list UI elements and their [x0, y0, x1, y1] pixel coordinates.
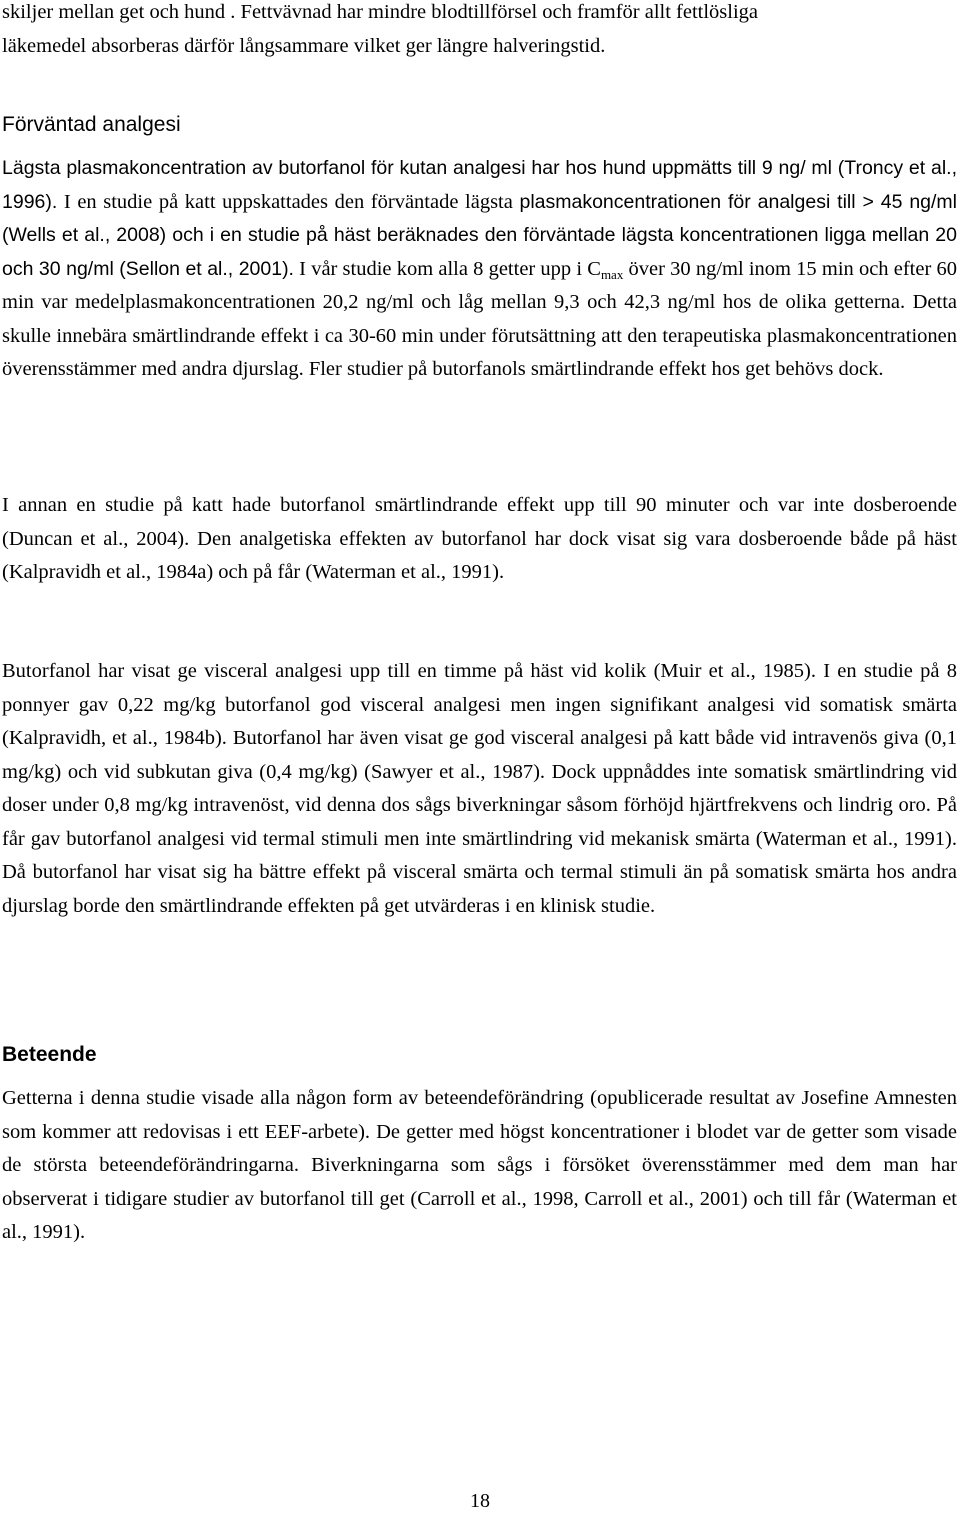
paragraph-text: över 30 ng/ml inom 15 min och efter 60 min var medelplasmakoncentrationen 20,2 ng/ml och låg mellan 9,3 och 42,3 ng/ml hos de olika getterna. Detta skulle innebära smärtlindrande effekt i ca 30-60 min under förutsättning att den terapeutiska plasmakoncentrationen överensstämmer med andra djurslag. Fler studier på butorfanols smärtlindrande effekt hos get behövs dock.	[2, 257, 957, 380]
paragraph: I annan en studie på katt hade butorfanol smärtlindrande effekt upp till 90 minuter och var inte dosberoende (Duncan et al., 2004). Den analgetiska effekten av butorfanol har dock visat sig vara dosberoende både på häst (Kalpravidh et al., 1984a) och på får (Waterman et al., 1991).	[2, 494, 957, 583]
paragraph-text: plasmakoncentrationen för analgesi till > 45 ng/ml (Wells et al., 2008) och i en studie på häst beräknades den förväntade lägsta koncentrationen ligga mellan 20 och 30 ng/ml (Sellon et al., 2001).	[2, 190, 958, 280]
section-heading: Förväntad analgesi	[2, 113, 181, 136]
beteende-paragraph-1	[2, 1082, 957, 1250]
text-line: läkemedel absorberas därför långsammare vilket ger längre halveringstid.	[2, 34, 606, 57]
analgesi-paragraph-2	[2, 489, 957, 590]
paragraph: Getterna i denna studie visade alla någon form av beteendeförändring (opublicerade resultat av Josefine Amnesten som kommer att redovisas i ett EEF-arbete). De getter med högst koncentrationer i blodet var de getter som visade de största beteendeförändringarna. Biverkningarna som sågs i försöket överensstämmer med dem man har observerat i tidigare studier av butorfanol till get (Carroll et al., 1998, Carroll et al., 2001) och till får (Waterman et al., 1991).	[2, 1087, 957, 1243]
section-heading: Beteende	[2, 1043, 97, 1066]
section-heading-analgesi-wrap	[2, 111, 957, 139]
paragraph-text: Lägsta plasmakoncentration av butorfanol för kutan analgesi har hos hund uppmätts till 9 ng/ ml (Troncy et al., 1996).	[2, 157, 957, 213]
analgesi-paragraph-3	[2, 655, 957, 923]
text-line: skiljer mellan get och hund . Fettvävnad har mindre blodtillförsel och framför allt fettlösliga	[2, 1, 759, 23]
subscript: max	[600, 266, 624, 282]
paragraph	[2, 0, 957, 63]
analgesi-paragraph-1	[2, 152, 957, 387]
paragraph-text: I en studie på katt uppskattades den förväntade lägsta	[57, 190, 513, 213]
page-number: 18	[470, 1490, 490, 1512]
paragraph-text: I vår studie kom alla 8 getter upp i C	[293, 257, 601, 280]
section-heading-beteende-wrap	[2, 1041, 957, 1069]
top-paragraph	[2, 0, 957, 63]
paragraph	[2, 152, 957, 387]
paragraph: Butorfanol har visat ge visceral analgesi upp till en timme på häst vid kolik (Muir et al., 1985). I en studie på 8 ponnyer gav 0,22 mg/kg butorfanol god visceral analgesi men ingen signifikant analgesi vid somatisk smärta (Kalpravidh, et al., 1984b). Butorfanol har även visat ge god visceral analgesi på katt både vid intravenös giva (0,1 mg/kg) och vid subkutan giva (0,4 mg/kg) (Sawyer et al., 1987). Dock uppnåddes inte somatisk smärtlindring vid doser under 0,8 mg/kg intravenöst, vid denna dos sågs biverkningar såsom förhöjd hjärtfrekvens och lindrig oro. På får gav butorfanol analgesi vid termal stimuli men inte smärtlindring vid mekanisk smärta (Waterman et al., 1991). Då butorfanol har visat sig ha bättre effekt på visceral smärta och termal stimuli än på somatisk smärta hos andra djurslag borde den smärtlindrande effekten på get utvärderas i en klinisk studie.	[2, 660, 957, 917]
